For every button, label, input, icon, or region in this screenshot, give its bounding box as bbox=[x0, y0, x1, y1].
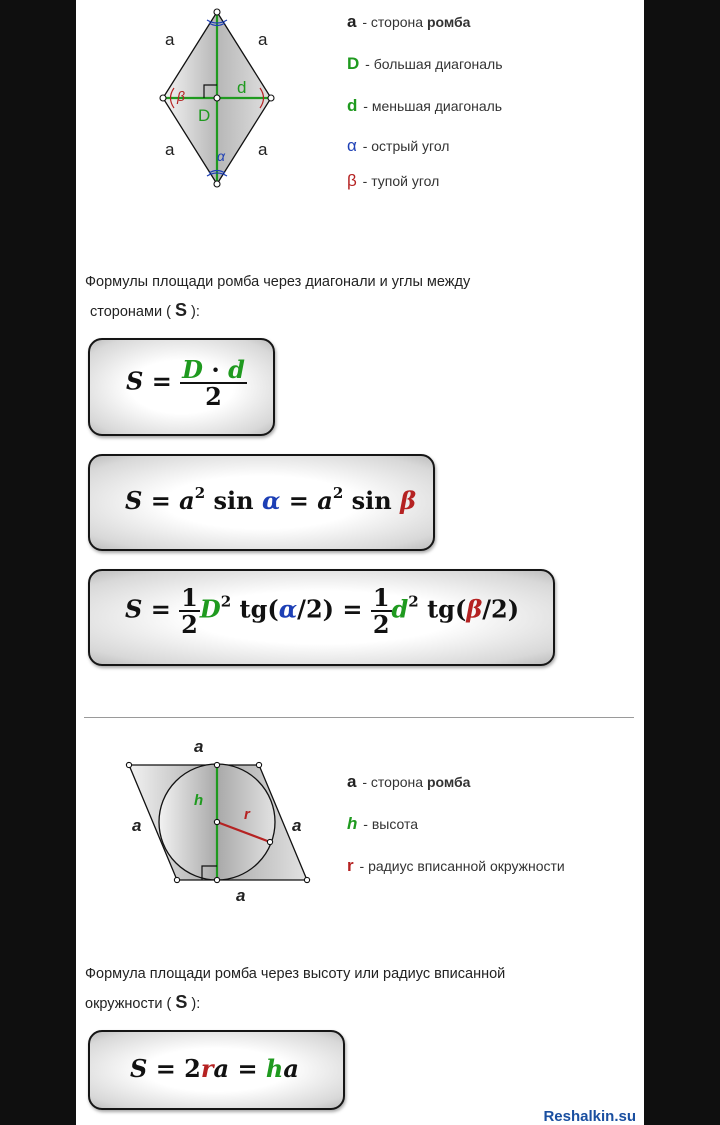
side-label: a bbox=[194, 737, 204, 756]
inscribed-circle-diagram bbox=[121, 755, 321, 890]
rhombus-side-label: a bbox=[165, 140, 175, 159]
section-divider bbox=[84, 717, 634, 718]
rhombus-side-label: a bbox=[258, 30, 268, 49]
formula-angles: $S = a^2$ $\sin \alpha = a^2$ sin β bbox=[88, 454, 435, 551]
formula-tangent: S = $\frac{1}{2}$ $D^2$ tg(α/2) = $\frac{1}{2}$ $d^2$ tg(β/2) bbox=[88, 569, 555, 666]
legend-item: h - высота bbox=[347, 814, 419, 833]
rhombus-side-label: a bbox=[258, 140, 268, 159]
side-label: a bbox=[236, 886, 246, 905]
legend-item: a - сторона ромба bbox=[347, 12, 471, 31]
intro-paragraph: Формула площади ромба через высоту или радиус вписанной окружности ( S ): bbox=[85, 966, 506, 1012]
legend-item: a - сторона ромба bbox=[347, 772, 471, 791]
formula-radius: S = 2ra = ha bbox=[88, 1030, 345, 1110]
formula-diagonals: S = $\frac{D \cdot d}{2}$ bbox=[88, 338, 275, 436]
radius-label: r bbox=[244, 806, 250, 823]
legend-item: D - большая диагональ bbox=[347, 54, 503, 73]
rhombus-side-label: a bbox=[165, 30, 175, 49]
legend-item: d - меньшая диагональ bbox=[347, 96, 503, 115]
beta-label: β bbox=[177, 88, 185, 104]
site-watermark[interactable]: Reshalkin.su bbox=[543, 1108, 636, 1125]
big-diagonal-label: D bbox=[198, 106, 211, 125]
alpha-label: α bbox=[217, 148, 225, 164]
side-label: a bbox=[292, 816, 302, 835]
legend-item: α - острый угол bbox=[347, 136, 450, 155]
height-label: h bbox=[194, 792, 204, 809]
intro-paragraph: Формулы площади ромба через диагонали и углы между сторонами ( S ): bbox=[85, 274, 471, 320]
legend-item: β - тупой угол bbox=[347, 171, 440, 190]
rhombus-diagram bbox=[136, 2, 316, 202]
side-label: a bbox=[132, 816, 142, 835]
small-diagonal-label: d bbox=[237, 78, 247, 97]
legend-item: r - радиус вписанной окружности bbox=[347, 856, 565, 875]
content-page bbox=[76, 0, 644, 1125]
